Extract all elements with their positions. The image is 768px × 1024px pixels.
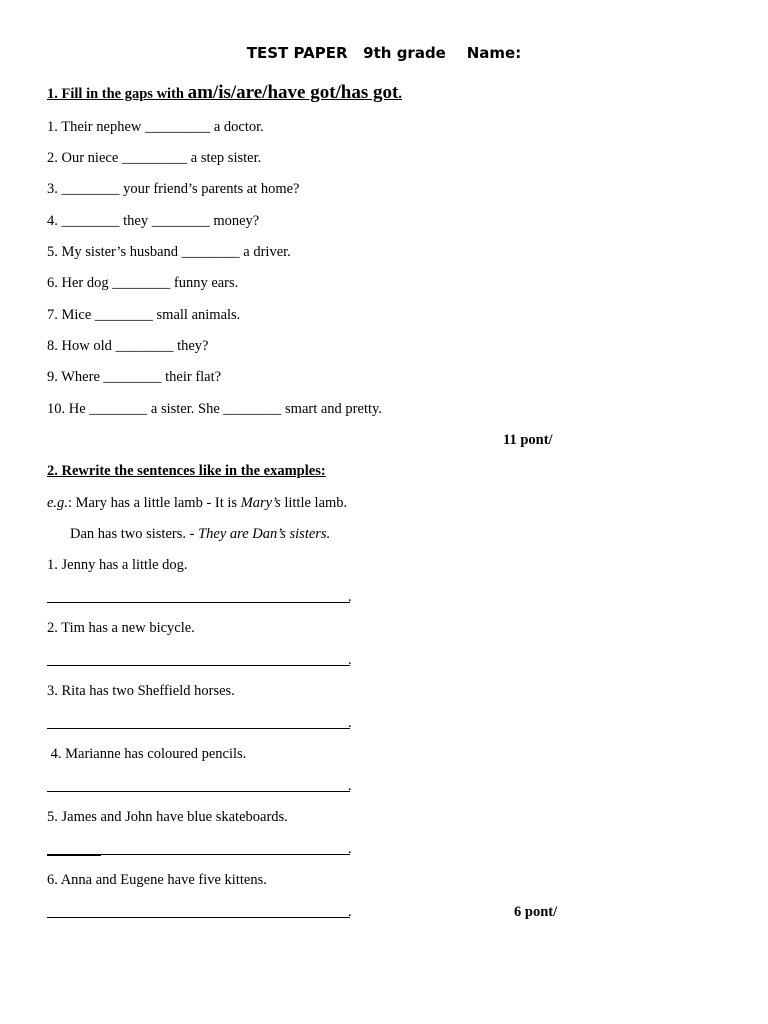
answer-line-end: .: [348, 715, 352, 731]
answer-line-end: .: [348, 778, 352, 794]
exercise1-item: 7. Mice ________ small animals.: [47, 307, 241, 323]
exercise2-item: 2. Tim has a new bicycle.: [47, 620, 195, 636]
section1-heading-period: .: [398, 86, 402, 102]
exercise1-item: 6. Her dog ________ funny ears.: [47, 275, 239, 291]
answer-line-end: .: [348, 904, 352, 920]
section1-heading: [47, 82, 402, 104]
example-1: [47, 495, 347, 512]
exercise2-item: 1. Jenny has a little dog.: [47, 557, 188, 573]
example-abbrev: e.g.: [47, 495, 68, 511]
section1-heading-prefix: 1. Fill in the gaps with: [47, 86, 188, 102]
answer-line[interactable]: [47, 602, 350, 603]
exercise2-item: 6. Anna and Eugene have five kittens.: [47, 872, 267, 888]
exercise1-item: 1. Their nephew _________ a doctor.: [47, 119, 264, 135]
example-2-answer: They are Dan’s sisters.: [198, 526, 331, 542]
section2-heading: 2. Rewrite the sentences like in the examples:: [47, 463, 326, 479]
answer-line-accent: [47, 855, 101, 856]
answer-line[interactable]: [47, 728, 350, 729]
exercise1-item: 9. Where ________ their flat?: [47, 369, 222, 385]
example-1-text-end: little lamb.: [280, 495, 348, 511]
exercise2-item: 5. James and John have blue skateboards.: [47, 809, 288, 825]
exercise2-item: 4. Marianne has coloured pencils.: [47, 746, 247, 762]
exercise1-item: 10. He ________ a sister. She ________ smart and pretty.: [47, 401, 382, 417]
example-1-text: : Mary has a little lamb - It is: [67, 495, 241, 511]
section2-points: 6 pont/: [514, 904, 558, 920]
answer-line[interactable]: [47, 665, 350, 666]
exercise1-item: 5. My sister’s husband ________ a driver.: [47, 244, 291, 260]
exercise2-item: 3. Rita has two Sheffield horses.: [47, 683, 235, 699]
section1-points: 11 pont/: [503, 432, 553, 448]
example-2: [70, 526, 330, 543]
answer-line-end: .: [348, 652, 352, 668]
example-2-text: Dan has two sisters. -: [70, 526, 199, 542]
answer-line[interactable]: [47, 791, 350, 792]
answer-line-end: .: [348, 589, 352, 605]
exercise1-item: 4. ________ they ________ money?: [47, 213, 260, 229]
exercise1-item: 8. How old ________ they?: [47, 338, 209, 354]
answer-line[interactable]: [47, 917, 350, 918]
answer-line-end: .: [348, 841, 352, 857]
exercise1-item: 3. ________ your friend’s parents at home?: [47, 181, 300, 197]
page-title: TEST PAPER 9th grade Name:: [246, 44, 522, 62]
example-1-possessive: Mary’s: [240, 495, 281, 511]
exercise1-item: 2. Our niece _________ a step sister.: [47, 150, 262, 166]
section1-heading-verbs: am/is/are/have got/has got: [187, 82, 399, 103]
